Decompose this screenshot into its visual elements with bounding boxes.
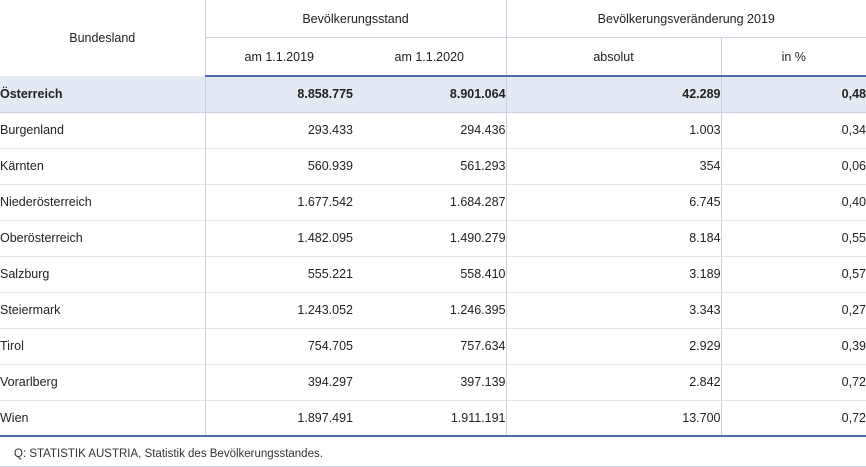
cell-change-abs: 3.343 <box>506 292 721 328</box>
cell-pop-2019: 394.297 <box>205 364 353 400</box>
cell-change-pct: 0,27 <box>721 292 866 328</box>
table-row <box>0 328 866 364</box>
cell-change-pct: 0,40 <box>721 184 866 220</box>
table-row <box>0 184 866 220</box>
cell-pop-2020: 757.634 <box>353 328 506 364</box>
cell-region: Vorarlberg <box>0 364 205 400</box>
cell-change-abs: 8.184 <box>506 220 721 256</box>
table-head <box>0 0 866 76</box>
cell-pop-2019: 293.433 <box>205 112 353 148</box>
cell-change-pct: 0,06 <box>721 148 866 184</box>
header-label-region: Bundesland <box>69 31 136 45</box>
cell-pop-2020: 8.901.064 <box>353 76 506 112</box>
cell-region: Tirol <box>0 328 205 364</box>
cell-change-pct: 0,39 <box>721 328 866 364</box>
cell-pop-2019: 560.939 <box>205 148 353 184</box>
cell-region: Kärnten <box>0 148 205 184</box>
cell-change-pct: 0,57 <box>721 256 866 292</box>
cell-region: Burgenland <box>0 112 205 148</box>
table-row <box>0 400 866 436</box>
cell-change-abs: 2.842 <box>506 364 721 400</box>
table-row <box>0 292 866 328</box>
cell-change-abs: 1.003 <box>506 112 721 148</box>
cell-change-pct: 0,34 <box>721 112 866 148</box>
cell-change-pct: 0,72 <box>721 400 866 436</box>
cell-region: Salzburg <box>0 256 205 292</box>
cell-pop-2020: 1.490.279 <box>353 220 506 256</box>
table-row <box>0 256 866 292</box>
table-row <box>0 364 866 400</box>
cell-pop-2019: 1.243.052 <box>205 292 353 328</box>
cell-change-abs: 354 <box>506 148 721 184</box>
cell-pop-2019: 8.858.775 <box>205 76 353 112</box>
cell-change-pct: 0,48 <box>721 76 866 112</box>
cell-pop-2020: 558.410 <box>353 256 506 292</box>
cell-pop-2020: 1.246.395 <box>353 292 506 328</box>
cell-pop-2019: 754.705 <box>205 328 353 364</box>
cell-change-pct: 0,55 <box>721 220 866 256</box>
table-body <box>0 76 866 436</box>
cell-pop-2019: 1.677.542 <box>205 184 353 220</box>
table-row <box>0 220 866 256</box>
table-header-group-row <box>0 0 866 38</box>
header-cell-change-pct: in % <box>721 38 866 77</box>
header-cell-region <box>0 0 205 76</box>
cell-change-pct: 0,72 <box>721 364 866 400</box>
cell-pop-2020: 294.436 <box>353 112 506 148</box>
cell-change-abs: 2.929 <box>506 328 721 364</box>
header-cell-change-abs: absolut <box>506 38 721 77</box>
header-cell-pop-2020: am 1.1.2020 <box>353 38 506 77</box>
cell-region: Niederösterreich <box>0 184 205 220</box>
cell-change-abs: 6.745 <box>506 184 721 220</box>
cell-region: Oberösterreich <box>0 220 205 256</box>
header-group-change: Bevölkerungsveränderung 2019 <box>506 0 866 38</box>
cell-pop-2019: 555.221 <box>205 256 353 292</box>
cell-pop-2019: 1.482.095 <box>205 220 353 256</box>
cell-region: Steiermark <box>0 292 205 328</box>
header-cell-pop-2019: am 1.1.2019 <box>205 38 353 77</box>
cell-region: Wien <box>0 400 205 436</box>
cell-change-abs: 42.289 <box>506 76 721 112</box>
cell-pop-2020: 561.293 <box>353 148 506 184</box>
table-row-total <box>0 76 866 112</box>
table-row <box>0 112 866 148</box>
table-row <box>0 148 866 184</box>
cell-pop-2020: 1.911.191 <box>353 400 506 436</box>
cell-region: Österreich <box>0 76 205 112</box>
cell-change-abs: 3.189 <box>506 256 721 292</box>
cell-pop-2019: 1.897.491 <box>205 400 353 436</box>
cell-pop-2020: 397.139 <box>353 364 506 400</box>
header-group-population: Bevölkerungsstand <box>205 0 506 38</box>
cell-change-abs: 13.700 <box>506 400 721 436</box>
source-note: Q: STATISTIK AUSTRIA, Statistik des Bevölkerungsstandes. <box>0 437 866 467</box>
cell-pop-2020: 1.684.287 <box>353 184 506 220</box>
